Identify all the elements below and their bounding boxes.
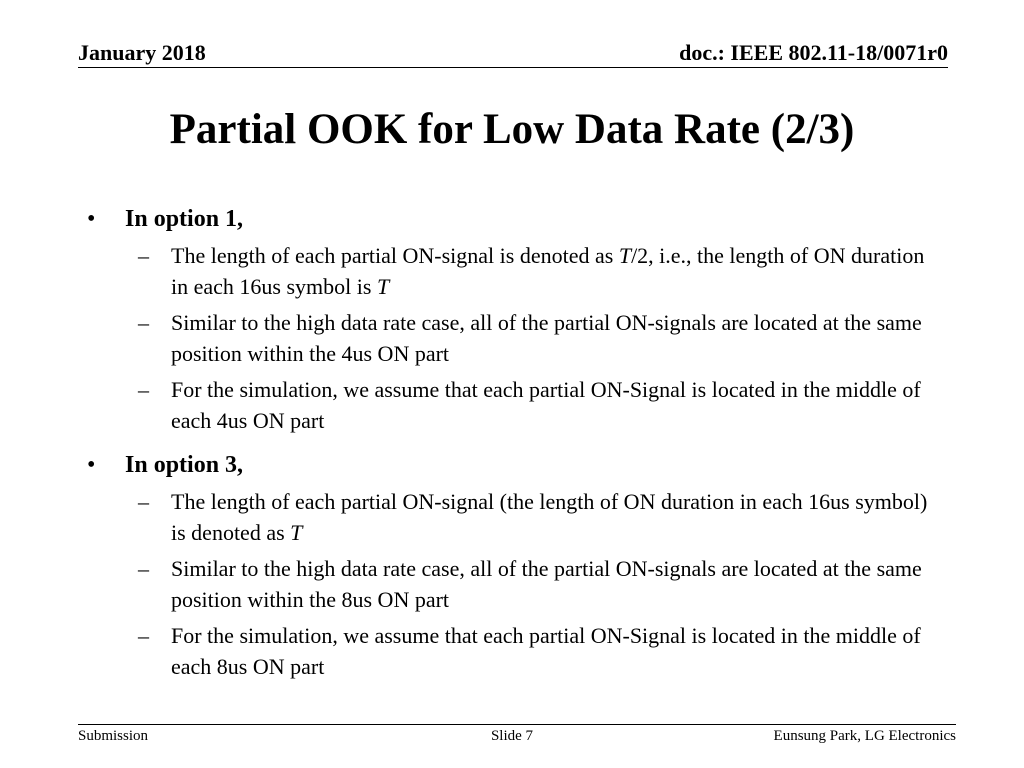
dash-icon: – (138, 243, 149, 268)
slide-title: Partial OOK for Low Data Rate (2/3) (169, 106, 855, 153)
variable-t: T (376, 274, 390, 299)
sub-bullet-text: For the simulation, we assume that each partial ON-Signal is located in the middle of each 4us ON part (171, 377, 921, 433)
dash-icon: – (138, 377, 149, 402)
sub-bullet-text: For the simulation, we assume that each partial ON-Signal is located in the middle of each 8us ON part (171, 623, 921, 679)
header-divider (78, 67, 948, 68)
sub-bullet-text: Similar to the high data rate case, all of the partial ON-signals are located at the same position within the 8us ON part (171, 556, 922, 612)
dash-icon: – (138, 489, 149, 514)
sub-bullet (84, 486, 944, 548)
bullet-heading: In option 3, (125, 452, 244, 478)
sub-bullet (84, 374, 944, 436)
sub-bullet (84, 307, 944, 369)
dash-icon: – (138, 623, 149, 648)
bullet-option-3 (84, 450, 944, 480)
footer-slide-number: Slide 7 (490, 728, 534, 744)
bullet-icon: • (87, 206, 96, 232)
sub-bullet (84, 620, 944, 682)
footer-author: Eunsung Park, LG Electronics (773, 728, 956, 744)
bullet-icon: • (87, 452, 96, 478)
header-doc-id: doc.: IEEE 802.11-18/0071r0 (679, 40, 948, 65)
sub-bullet-text-cont: /2, i.e., the length of ON duration in each 16us symbol is (171, 243, 925, 299)
dash-icon: – (138, 556, 149, 581)
variable-t: T (618, 243, 632, 268)
sub-bullet-text: Similar to the high data rate case, all of the partial ON-signals are located at the same position within the 4us ON part (171, 310, 922, 366)
sub-bullet (84, 553, 944, 615)
header-date: January 2018 (78, 40, 206, 65)
dash-icon: – (138, 310, 149, 335)
bullet-option-1 (84, 204, 944, 234)
footer-divider (78, 724, 956, 725)
footer-submission: Submission (78, 728, 149, 744)
slide-body (84, 204, 944, 687)
sub-bullet-text: The length of each partial ON-signal (the length of ON duration in each 16us symbol) is denoted as (171, 489, 928, 545)
bullet-heading: In option 1, (125, 206, 244, 232)
variable-t: T (290, 520, 303, 545)
sub-bullet (84, 240, 944, 302)
sub-bullet-text: The length of each partial ON-signal is denoted as (171, 243, 619, 268)
